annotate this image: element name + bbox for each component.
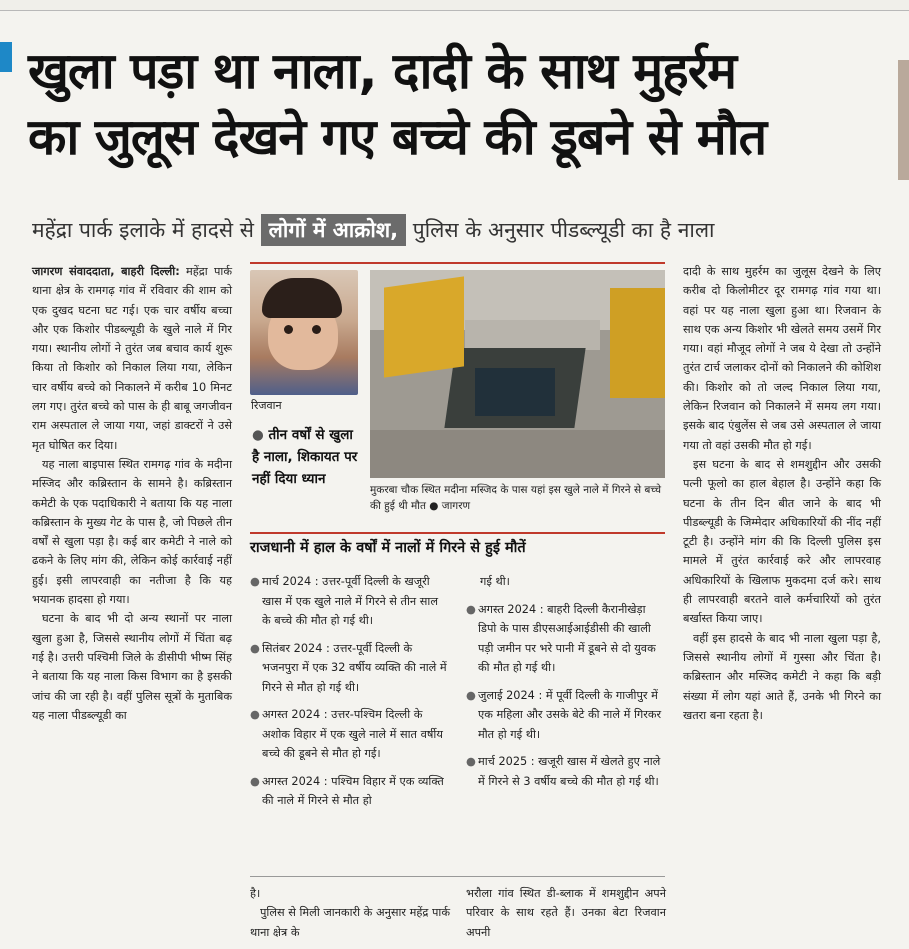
bullet-icon: ● <box>250 774 260 788</box>
deaths-list-left <box>250 572 450 819</box>
bottom-column-2 <box>250 884 450 942</box>
para-5: इस घटना के बाद से शमशुद्दीन और उसकी पत्नी फूलो का हाल बेहाल है। उन्होंने कहा कि घटना के तीन दिन बीत जाने के बाद भी पीडब्ल्यूडी के जिम्मेदार अधिकारियों की नींद नहीं टूटी है। उन्होंने मांग की कि दिल्ली पुलिस इस मामले में तुरंत कार्रवाई करे और लापरवाह अधिकारियों के खिलाफ मुकदमा दर्ज करे। साथ ही लापरवाही बरतने वाले कर्मचारियों को तुरंत बर्खास्त किया जाए। <box>683 457 881 626</box>
byline: जागरण संवाददाता, बाहरी दिल्ली: <box>32 265 180 278</box>
list-item: ● अगस्त 2024 : बाहरी दिल्ली कैरानीखेड़ा डिपो के पास डीएसआईआईडीसी की खाली पड़ी जमीन पर भरे पानी में डूबने से दो युवक की मौत हो गई थी। <box>466 600 662 678</box>
subhead-before: महेंद्रा पार्क इलाके में हादसे से <box>32 218 254 242</box>
subhead-highlight: लोगों में आक्रोश, <box>261 214 406 246</box>
article-column-1 <box>32 262 232 725</box>
headline-line-1: खुला पड़ा था नाला, दादी के साथ मुहर्रम <box>28 42 737 100</box>
bottom-column-3 <box>466 884 666 942</box>
box-bottom-rule <box>250 876 665 877</box>
para-bharaula: भरौला गांव स्थित डी-ब्लाक में शमशुद्दीन अपने परिवार के साथ रहते हैं। उनका बेटा रिजवान अपनी <box>466 887 666 939</box>
para-3: घटना के बाद भी दो अन्य स्थानों पर नाला खुला हुआ है, जिससे स्थानीय लोगों में चिंता बढ़ गई है। उत्तरी पश्चिमी जिले के डीसीपी भीष्म सिंह ने बताया कि यह नाला किस विभाग का है इसकी जांच की जा रही है। वहीं पुलिस सूत्रों के मुताबिक यह नाला पीडब्ल्यूडी का <box>32 612 232 722</box>
bullet-icon: ● <box>466 602 476 616</box>
para-1 <box>32 262 232 455</box>
drain-caption-text: मुकरबा चौक स्थित मदीना मस्जिद के पास यहां इस खुले नाले में गिरने से बच्चे की हुई थी मौत <box>370 484 661 512</box>
pull-quote <box>252 424 364 490</box>
para-police: पुलिस से मिली जानकारी के अनुसार महेंद्र पार्क थाना क्षेत्र के <box>250 906 450 939</box>
bullet-icon: ● <box>252 427 264 443</box>
para-1-text: महेंद्रा पार्क थाना क्षेत्र के रामगढ़ गांव में रविवार की शाम को एक दुखद घटना घट गई। एक चार वर्षीय बच्चा और एक किशोर पीडब्ल्यूडी के खुले नाले में गिर गया। स्थानीय लोगों ने तुरंत जब बचाव कार्य शुरू किया तो किशोर को निकाल लिया गया, लेकिन चार वर्षीय बच्चे को निकालने में करीब 10 मिनट लग गए। तुरंत बच्चे को पास के ही बाबू जगजीवन राम अस्पताल ले जाया गया, जहां डाक्टरों ने उसे मृत घोषित कर दिया। <box>32 265 232 452</box>
top-header-strip <box>0 0 909 11</box>
list-item: ● मार्च 2024 : उत्तर-पूर्वी दिल्ली के खजूरी खास में एक खुले नाले में गिरने से तीन साल के बच्चे की मौत हो गई थी। <box>250 572 450 631</box>
list-item: ● अगस्त 2024 : पश्चिम विहार में एक व्यक्ति की नाले में गिरने से मौत हो <box>250 772 450 811</box>
continued-text: है। <box>250 887 261 900</box>
subheadline <box>32 208 882 252</box>
drain-photo-caption <box>370 482 665 514</box>
para-6: वहीं इस हादसे के बाद भी नाला खुला पड़ा है, जिससे स्थानीय लोगों में गुस्सा और चिंता है। कब्रिस्तान और मस्जिद कमेटी ने कहा कि बड़ी संख्या में लोग यहां आते हैं, उनके भी गिरने का खतरा बना रहता है। <box>683 631 881 722</box>
list-item: ● अगस्त 2024 : उत्तर-पश्चिम दिल्ली के अशोक विहार में एक खुले नाले में सात वर्षीय बच्चे की डूबने से मौत हो गई। <box>250 705 450 764</box>
adjacent-article-edge <box>884 40 909 949</box>
list-item-continued: गई थी। <box>480 575 510 588</box>
article-column-4 <box>683 262 881 725</box>
para-2: यह नाला बाइपास स्थित रामगढ़ गांव के मदीना मस्जिद और कब्रिस्तान के सामने है। कब्रिस्तान कमेटी के एक पदाधिकारी ने बताया कि यह नाला कब्रिस्तान के मुख्य गेट के पास है, जो पिछले तीन वर्षों से खुला पड़ा है। कई बार कमेटी ने नाले को ढकने के लिए मांग की, लेकिन कोई कार्रवाई नहीं हुई। इसी लापरवाही का नतीजा है कि यह भयानक हादसा हो गया। <box>32 457 232 607</box>
list-item: ● सितंबर 2024 : उत्तर-पूर्वी दिल्ली के भजनपुरा में एक 32 वर्षीय व्यक्ति की नाले में गिरने से मौत हो गई थी। <box>250 639 450 698</box>
subhead-after: पुलिस के अनुसार पीडब्ल्यूडी का है नाला <box>412 218 715 242</box>
box-title: राजधानी में हाल के वर्षों में नालों में गिरने से हुई मौतें <box>250 540 526 556</box>
section-marker <box>0 42 12 72</box>
boy-photo <box>250 270 358 395</box>
bullet-icon: ● <box>466 688 476 702</box>
open-drain-photo <box>370 270 665 478</box>
boy-photo-caption: रिजवान <box>251 399 282 412</box>
photo-credit: ● जागरण <box>429 500 471 512</box>
bullet-icon: ● <box>466 755 476 768</box>
bullet-icon: ● <box>250 641 260 655</box>
bullet-icon: ● <box>250 708 260 721</box>
pull-quote-text: तीन वर्षों से खुला है नाला, शिकायत पर नहीं दिया ध्यान <box>252 427 358 487</box>
headline-line-2: का जुलूस देखने गए बच्चे की डूबने से मौत <box>28 108 767 166</box>
photo-top-rule <box>250 262 665 264</box>
list-item: ● जुलाई 2024 : में पूर्वी दिल्ली के गाजीपुर में एक महिला और उसके बेटे की नाले में गिरकर मौत हो गई थी। <box>466 686 662 745</box>
bullet-icon: ● <box>250 575 260 588</box>
box-top-rule <box>250 532 665 534</box>
headline <box>28 38 878 170</box>
deaths-list-right <box>466 572 662 799</box>
list-item: ● मार्च 2025 : खजूरी खास में खेलते हुए नाले में गिरने से 3 वर्षीय बच्चे की मौत हो गई थी। <box>466 752 662 791</box>
para-4: दादी के साथ मुहर्रम का जुलूस देखने के लिए करीब दो किलोमीटर दूर रामगढ़ गांव गया था। वहां पर यह नाला खुला हुआ था। रिजवान के साथ एक अन्य किशोर भी खेलते समय उसमें गिर गया। वहां मौजूद लोगों ने जब ये देखा तो उन्होंने तुरंत टार्च जलाकर दोनों को निकालने की कोशिश की। किशोर को तो जल्द निकाल लिया गया, लेकिन रिजवान को निकालने में समय लग गया। इसके बाद एंबुलेंस से जब उसे अस्पताल ले जाया गया तो वहां उसकी मौत हो गई। <box>683 265 881 452</box>
